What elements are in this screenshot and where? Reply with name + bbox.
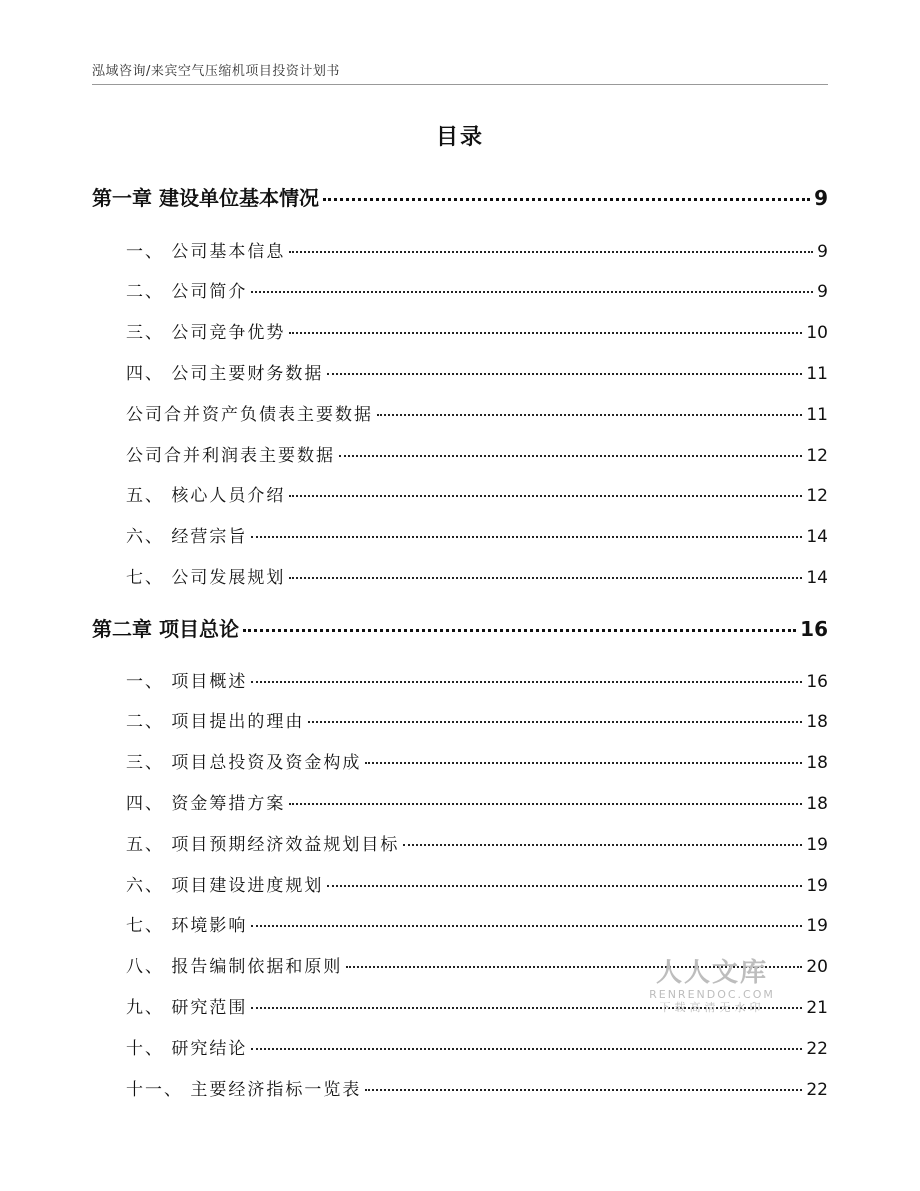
toc-page-number: 21: [806, 998, 828, 1018]
toc-leader: [289, 803, 802, 805]
toc-label: 一、 公司基本信息: [126, 242, 286, 262]
toc-entry[interactable]: [126, 563, 828, 588]
toc-page-number: 18: [806, 753, 828, 773]
toc-leader: [289, 495, 802, 497]
toc-page-number: 9: [817, 282, 828, 302]
toc-page-number: 12: [806, 486, 828, 506]
toc-label: 一、 项目概述: [126, 672, 248, 692]
toc-label: 第二章 项目总论: [92, 617, 239, 641]
toc-label: 公司合并资产负债表主要数据: [126, 405, 373, 425]
toc-leader: [251, 925, 802, 927]
toc-page-number: 11: [806, 405, 828, 425]
toc-leader: [327, 373, 802, 375]
toc-label: 三、 公司竞争优势: [126, 323, 286, 343]
toc-entry[interactable]: [126, 911, 828, 936]
toc-label: 八、 报告编制依据和原则: [126, 957, 343, 977]
toc-page-number: 22: [806, 1080, 828, 1100]
toc-entry[interactable]: [126, 522, 828, 547]
toc-entry[interactable]: [126, 1075, 828, 1100]
page-title: 目录: [435, 125, 484, 150]
toc-label: 十一、 主要经济指标一览表: [126, 1080, 362, 1100]
toc-label: 七、 公司发展规划: [126, 568, 286, 588]
toc-leader: [289, 332, 802, 334]
toc-label: 三、 项目总投资及资金构成: [126, 753, 362, 773]
toc-entry[interactable]: [126, 277, 828, 302]
toc-entry[interactable]: [126, 871, 828, 896]
toc-label: 六、 项目建设进度规划: [126, 876, 324, 896]
watermark-domain: RENRENDOC.COM: [649, 988, 775, 1001]
toc-leader: [365, 1089, 802, 1091]
toc-leader: [323, 198, 810, 201]
toc-label: 公司合并利润表主要数据: [126, 446, 335, 466]
toc-page-number: 18: [806, 712, 828, 732]
running-header: 泓域咨询/来宾空气压缩机项目投资计划书: [92, 64, 340, 79]
toc-entry[interactable]: [126, 318, 828, 343]
toc-leader: [289, 577, 802, 579]
toc-page-number: 22: [806, 1039, 828, 1059]
toc-page-number: 20: [806, 957, 828, 977]
toc-leader: [365, 762, 802, 764]
toc-entry[interactable]: [126, 707, 828, 732]
toc-entry[interactable]: [126, 748, 828, 773]
watermark: [648, 958, 776, 1015]
toc-entry[interactable]: [126, 359, 828, 384]
toc-leader: [243, 629, 796, 632]
toc-leader: [339, 455, 802, 457]
watermark-slogan: 下载高清无水印: [659, 1001, 765, 1014]
toc-page-number: 18: [806, 794, 828, 814]
toc-leader: [327, 885, 802, 887]
toc-label: 十、 研究结论: [126, 1039, 248, 1059]
toc-entry[interactable]: [126, 400, 828, 425]
toc-chapter[interactable]: [92, 613, 828, 642]
toc-label: 六、 经营宗旨: [126, 527, 248, 547]
toc-leader: [251, 536, 802, 538]
toc-leader: [289, 251, 813, 253]
toc-page-number: 10: [806, 323, 828, 343]
toc-page-number: 11: [806, 364, 828, 384]
toc-leader: [251, 291, 813, 293]
toc-label: 四、 资金筹措方案: [126, 794, 286, 814]
toc-label: 五、 项目预期经济效益规划目标: [126, 835, 400, 855]
toc-entry[interactable]: [126, 667, 828, 692]
toc-label: 七、 环境影响: [126, 916, 248, 936]
toc-label: 九、 研究范围: [126, 998, 248, 1018]
toc-leader: [251, 1048, 802, 1050]
toc-page-number: 9: [814, 186, 828, 210]
toc-page-number: 9: [817, 242, 828, 262]
toc-page-number: 14: [806, 527, 828, 547]
toc-page-number: 19: [806, 916, 828, 936]
toc-page-number: 19: [806, 876, 828, 896]
toc-leader: [251, 681, 802, 683]
toc-page-number: 12: [806, 446, 828, 466]
toc-leader: [403, 844, 802, 846]
toc-entry[interactable]: [126, 789, 828, 814]
toc-leader: [308, 721, 802, 723]
toc-page-number: 16: [800, 617, 828, 641]
toc-label: 五、 核心人员介绍: [126, 486, 286, 506]
toc-entry[interactable]: [126, 830, 828, 855]
toc-page-number: 19: [806, 835, 828, 855]
toc-leader: [377, 414, 802, 416]
toc-label: 二、 公司简介: [126, 282, 248, 302]
toc-label: 二、 项目提出的理由: [126, 712, 305, 732]
toc-entry[interactable]: [126, 481, 828, 506]
toc-page-number: 16: [806, 672, 828, 692]
toc-label: 第一章 建设单位基本情况: [92, 186, 319, 210]
toc-chapter[interactable]: [92, 182, 828, 211]
watermark-logo-text: 人人文库: [655, 958, 768, 988]
toc-entry[interactable]: [126, 1034, 828, 1059]
toc-entry[interactable]: [126, 441, 828, 466]
toc-label: 四、 公司主要财务数据: [126, 364, 324, 384]
toc-page-number: 14: [806, 568, 828, 588]
toc-entry[interactable]: [126, 237, 828, 262]
